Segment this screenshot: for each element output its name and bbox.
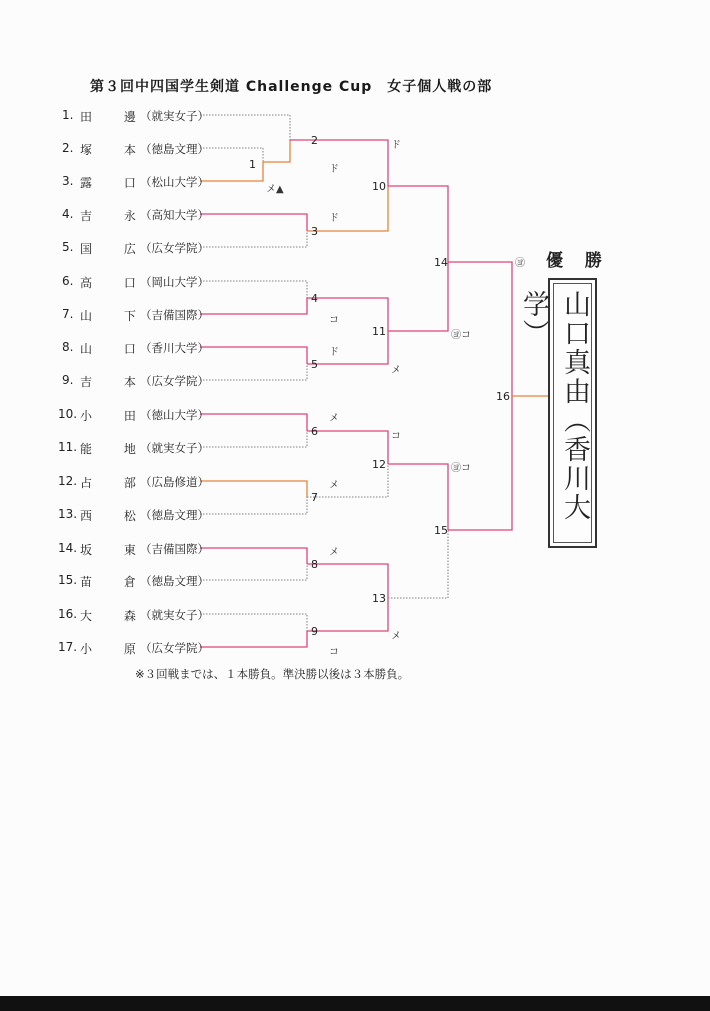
player-number: 12.: [58, 474, 78, 488]
match-number-5: 5: [311, 358, 318, 371]
line-p7: [200, 298, 307, 314]
player-number: 15.: [58, 573, 78, 587]
player-number: 3.: [62, 174, 74, 188]
point-mark: メ: [391, 631, 401, 642]
player-school: （岡山大学）: [140, 275, 209, 289]
player-number: 5.: [62, 240, 74, 254]
line-m10: [388, 186, 448, 262]
player-school: （徳山大学）: [140, 408, 209, 422]
line-p15: [200, 564, 307, 580]
line-p10: [200, 414, 307, 431]
line-p17: [200, 631, 307, 647]
match-number-6: 6: [311, 425, 318, 438]
player-name: 山 口: [80, 342, 150, 356]
player-school: （就実女子）: [140, 441, 209, 455]
match-number-2: 2: [311, 134, 318, 147]
player-number: 11.: [58, 440, 78, 454]
player-school: （吉備国際）: [140, 308, 209, 322]
match-number-7: 7: [311, 491, 318, 504]
player-name: 西 松: [80, 509, 150, 523]
player-name: 能 地: [80, 442, 150, 456]
line-m1: [263, 140, 290, 162]
point-mark: ㋵コ: [451, 330, 471, 341]
player-name: 占 部: [80, 476, 150, 490]
match-number-16: 16: [496, 390, 510, 403]
winner-name: 山口真由（香川大学）: [518, 290, 590, 522]
scan-edge-bar: [0, 996, 710, 1011]
player-number: 14.: [58, 541, 78, 555]
player-number: 1.: [62, 108, 74, 122]
match-number-8: 8: [311, 558, 318, 571]
match-number-1: 1: [249, 158, 256, 171]
player-name: 田 邊: [80, 110, 150, 124]
line-p13: [200, 497, 307, 514]
point-mark: ㋵コ: [451, 463, 471, 474]
player-number: 7.: [62, 307, 74, 321]
line-p6: [200, 281, 307, 298]
point-mark: ド: [329, 164, 339, 175]
player-school: （高知大学）: [140, 208, 209, 222]
player-name: 苗 倉: [80, 575, 150, 589]
point-mark: コ: [391, 431, 401, 442]
player-school: （吉備国際）: [140, 542, 209, 556]
match-number-9: 9: [311, 625, 318, 638]
player-name: 山 下: [80, 309, 150, 323]
point-mark: メ▲: [266, 184, 284, 195]
player-number: 9.: [62, 373, 74, 387]
line-p1: [200, 115, 290, 140]
player-school: （松山大学）: [140, 175, 209, 189]
point-mark: コ: [329, 315, 339, 326]
line-m12: [388, 464, 448, 530]
line-p14: [200, 548, 307, 564]
line-p11: [200, 431, 307, 447]
winner-label: 優 勝: [546, 251, 610, 271]
player-name: 吉 本: [80, 375, 150, 389]
point-mark: ド: [391, 140, 401, 151]
player-school: （広女学院）: [140, 641, 209, 655]
match-number-12: 12: [372, 458, 386, 471]
player-name: 大 森: [80, 609, 150, 623]
match-number-14: 14: [434, 256, 448, 269]
player-school: （香川大学）: [140, 341, 209, 355]
player-name: 坂 東: [80, 543, 150, 557]
player-name: 高 口: [80, 276, 150, 290]
match-number-15: 15: [434, 524, 448, 537]
match-number-10: 10: [372, 180, 386, 193]
line-p9: [200, 364, 307, 380]
page-title: 第３回中四国学生剣道 Challenge Cup 女子個人戦の部: [90, 79, 493, 95]
player-name: 小 原: [80, 642, 150, 656]
point-mark: メ: [391, 365, 401, 376]
player-number: 13.: [58, 507, 78, 521]
line-m11: [388, 262, 448, 331]
point-mark: ド: [329, 213, 339, 224]
player-school: （就実女子）: [140, 109, 209, 123]
player-number: 8.: [62, 340, 74, 354]
player-name: 小 田: [80, 409, 150, 423]
player-school: （徳島文理）: [140, 142, 209, 156]
player-school: （徳島文理）: [140, 574, 209, 588]
point-mark: メ: [329, 480, 339, 491]
player-number: 6.: [62, 274, 74, 288]
match-number-3: 3: [311, 225, 318, 238]
match-number-13: 13: [372, 592, 386, 605]
point-mark: メ: [329, 413, 339, 424]
player-school: （広女学院）: [140, 241, 209, 255]
match-number-11: 11: [372, 325, 386, 338]
point-mark: メ: [329, 547, 339, 558]
line-p5: [200, 231, 307, 247]
line-p12: [200, 481, 307, 497]
point-mark: コ: [329, 647, 339, 658]
line-p16: [200, 614, 307, 631]
point-mark: ド: [329, 347, 339, 358]
point-mark: ㋵: [515, 258, 525, 269]
player-number: 10.: [58, 407, 78, 421]
player-school: （広島修道）: [140, 475, 209, 489]
match-number-4: 4: [311, 292, 318, 305]
rules-note: ※３回戦までは、１本勝負。準決勝以後は３本勝負。: [135, 667, 410, 681]
line-m13: [388, 530, 448, 598]
line-p8: [200, 347, 307, 364]
player-school: （徳島文理）: [140, 508, 209, 522]
player-number: 2.: [62, 141, 74, 155]
player-school: （就実女子）: [140, 608, 209, 622]
player-name: 吉 永: [80, 209, 150, 223]
line-p4: [200, 214, 307, 231]
player-name: 露 口: [80, 176, 150, 190]
winner-box: [518, 278, 597, 548]
player-school: （広女学院）: [140, 374, 209, 388]
player-number: 4.: [62, 207, 74, 221]
player-number: 17.: [58, 640, 78, 654]
player-name: 塚 本: [80, 143, 150, 157]
player-name: 国 広: [80, 242, 150, 256]
player-number: 16.: [58, 607, 78, 621]
